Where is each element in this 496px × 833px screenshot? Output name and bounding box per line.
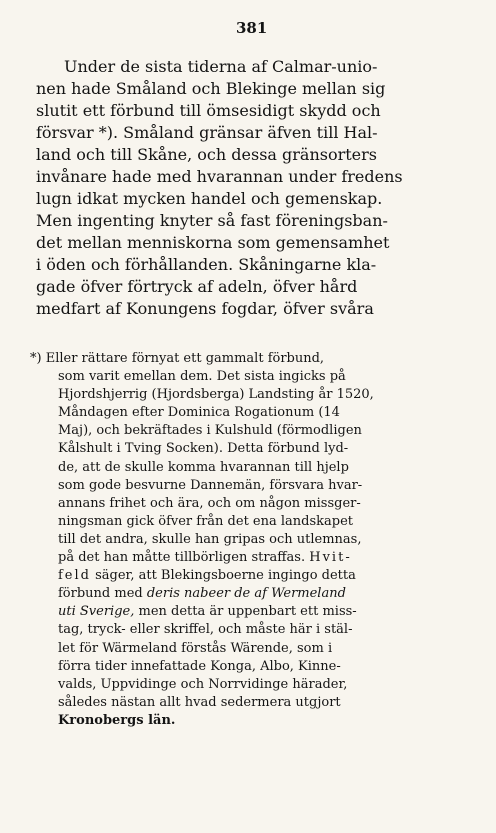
main-text-line: slutit ett förbund till ömsesidigt skydd och: [36, 101, 381, 120]
footnote-line: således nästan allt hvad sedermera utgjort: [58, 694, 341, 710]
footnote-text: på det han måtte tillbörligen straffas.: [58, 550, 306, 566]
footnote-text: förbund med: [58, 586, 147, 602]
footnote-line: *) Eller rättare förnyat ett gammalt förbund,: [30, 351, 325, 366]
footnote-line: let för Wärmeland förstås Wärende, som i: [58, 640, 333, 656]
footnote-line: [30, 603, 454, 621]
page-number: 381: [236, 19, 268, 37]
footnote-line: förra tider innefattade Konga, Albo, Kinne-: [58, 658, 341, 674]
footnote-text: säger, att Blekingsboerne ingingo detta: [90, 568, 356, 584]
footnote-line: Kronobergs län.: [58, 712, 176, 728]
footnote-line: ningsman gick öfver från det ena landskapet: [58, 513, 354, 529]
footnote-line: [30, 585, 454, 603]
footnote-text: men detta är uppenbart ett miss-: [134, 604, 357, 620]
quoted-text: uti Sverige,: [58, 604, 135, 620]
footnote-line: tag, tryck- eller skriffel, och måste här i stäl-: [58, 622, 353, 638]
footnote: [30, 350, 454, 730]
footnote-line: [30, 549, 454, 567]
footnote-line: som gode besvurne Dannemän, försvara hvar-: [58, 477, 363, 493]
main-text-line: nen hade Småland och Blekinge mellan sig: [36, 79, 386, 98]
footnote-line: annans frihet och ära, och om någon missger-: [58, 495, 361, 511]
main-text-line: medfart af Konungens fogdar, öfver svåra: [36, 299, 374, 318]
footnote-line: Kålshult i Tving Socken). Detta förbund lyd-: [58, 441, 349, 457]
author-name-part: Hvit-: [309, 550, 352, 566]
quoted-text: deris nabeer de af Wermeland: [146, 586, 346, 602]
main-text-line: lugn idkat mycken handel och gemenskap.: [36, 189, 383, 208]
main-text-line: Under de sista tiderna af Calmar-unio-: [64, 57, 378, 76]
footnote-line: Hjordshjerrig (Hjordsberga) Landsting år 1520,: [58, 387, 374, 403]
footnote-line: Maj), och bekräftades i Kulshuld (förmodligen: [58, 423, 362, 439]
main-text-line: i öden och förhållanden. Skåningarne kla-: [36, 255, 377, 274]
footnote-line: som varit emellan dem. Det sista ingicks på: [58, 369, 346, 385]
main-text-line: land och till Skåne, och dessa gränsorters: [36, 145, 378, 164]
main-text-line: det mellan menniskorna som gemensamhet: [36, 233, 390, 252]
footnote-line: [30, 567, 454, 585]
main-text: [36, 56, 444, 320]
footnote-line: de, att de skulle komma hvarannan till hjelp: [58, 459, 349, 475]
main-text-line: försvar *). Småland gränsar äfven till Hal-: [36, 123, 378, 142]
footnote-line: valds, Uppvidinge och Norrvidinge härader,: [58, 676, 348, 692]
author-name-part: feld: [58, 568, 91, 584]
footnote-line: till det andra, skulle han gripas och utlemnas,: [58, 531, 362, 547]
footnote-line: Måndagen efter Dominica Rogationum (14: [58, 405, 340, 421]
main-text-line: invånare hade med hvarannan under fredens: [36, 167, 403, 186]
main-text-line: gade öfver förtryck af adeln, öfver hård: [36, 277, 358, 296]
main-text-line: Men ingenting knyter så fast föreningsban-: [36, 211, 388, 230]
